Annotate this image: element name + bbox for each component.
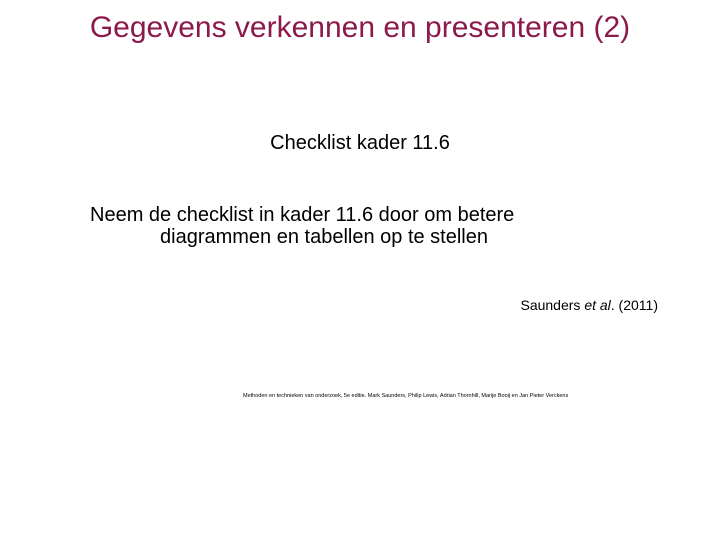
citation-etal: et al (584, 297, 611, 313)
footer-credit: Methoden en technieken van onderzoek, 5e editie. Mark Saunders, Philip Lewis, Adrian Thornhill, Marije Booij en Jan Pieter Verckens (243, 393, 569, 399)
citation (520, 296, 658, 314)
body-line-2: diagrammen en tabellen op te stellen (160, 226, 488, 248)
body-line-1: Neem de checklist in kader 11.6 door om betere (90, 204, 515, 226)
slide-subtitle: Checklist kader 11.6 (270, 132, 450, 154)
citation-author: Saunders (520, 297, 585, 313)
citation-year: . (2011) (610, 297, 658, 313)
body-text (90, 204, 690, 248)
slide-title: Gegevens verkennen en presenteren (2) (89, 11, 631, 44)
